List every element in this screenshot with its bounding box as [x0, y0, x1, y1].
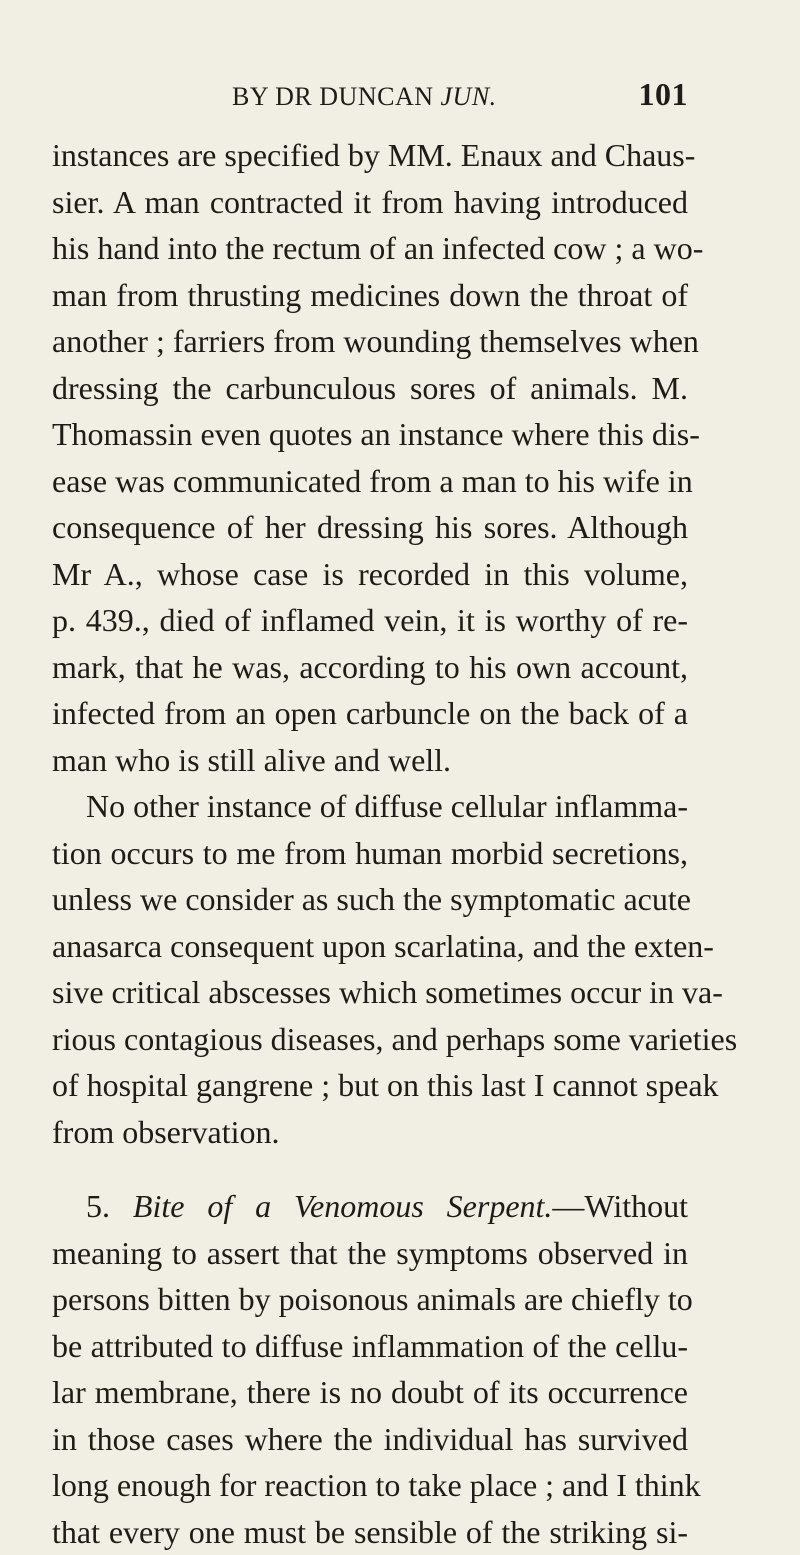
- text-line: be attributed to diffuse inflammation of the cellu-: [52, 1323, 688, 1370]
- text-line: Mr A., whose case is recorded in this volume,: [52, 551, 688, 598]
- paragraph-1: [52, 132, 688, 783]
- text-line: meaning to assert that the symptoms observed in: [52, 1230, 688, 1277]
- text-line: infected from an open carbuncle on the back of a: [52, 690, 688, 737]
- body-text: [52, 132, 688, 1555]
- text-line: long enough for reaction to take place ; and I think: [52, 1462, 688, 1509]
- running-head-title-prefix: BY DR DUNCAN: [232, 82, 441, 111]
- section-number: 5.: [86, 1188, 133, 1224]
- text-line: man from thrusting medicines down the throat of: [52, 272, 688, 319]
- text-line: of hospital gangrene ; but on this last I cannot speak: [52, 1062, 688, 1109]
- text-line: that every one must be sensible of the striking si-: [52, 1509, 688, 1555]
- text-line: his hand into the rectum of an infected cow ; a wo-: [52, 225, 688, 272]
- text-line: consequence of her dressing his sores. Although: [52, 504, 688, 551]
- text-line: dressing the carbunculous sores of animals. M.: [52, 365, 688, 412]
- text-line: lar membrane, there is no doubt of its occurrence: [52, 1369, 688, 1416]
- text-line: man who is still alive and well.: [52, 737, 688, 784]
- text-line: rious contagious diseases, and perhaps some varieties: [52, 1016, 688, 1063]
- section-heading-continuation: —Without: [552, 1188, 688, 1224]
- text-line: sive critical abscesses which sometimes occur in va-: [52, 969, 688, 1016]
- text-line: from observation.: [52, 1109, 688, 1156]
- section-heading: Bite of a Venomous Serpent.: [133, 1188, 553, 1224]
- running-head: [52, 82, 688, 122]
- text-line: in those cases where the individual has survived: [52, 1416, 688, 1463]
- text-line: ease was communicated from a man to his wife in: [52, 458, 688, 505]
- text-line: mark, that he was, according to his own account,: [52, 644, 688, 691]
- text-line: another ; farriers from wounding themselves when: [52, 318, 688, 365]
- text-line: No other instance of diffuse cellular inflamma-: [52, 783, 688, 830]
- text-line: anasarca consequent upon scarlatina, and the exten-: [52, 923, 688, 970]
- paragraph-spacer: [52, 1155, 688, 1183]
- text-line: unless we consider as such the symptomatic acute: [52, 876, 688, 923]
- running-head-title-italic: JUN.: [441, 82, 497, 111]
- paragraph-2: [52, 783, 688, 1155]
- text-line: p. 439., died of inflamed vein, it is worthy of re-: [52, 597, 688, 644]
- page-number: 101: [639, 76, 689, 113]
- text-line: persons bitten by poisonous animals are chiefly to: [52, 1276, 688, 1323]
- text-line: instances are specified by MM. Enaux and Chaus-: [52, 132, 688, 179]
- paragraph-3: [52, 1183, 688, 1555]
- running-head-title: [232, 82, 497, 112]
- text-line: tion occurs to me from human morbid secretions,: [52, 830, 688, 877]
- text-line: sier. A man contracted it from having introduced: [52, 179, 688, 226]
- section-heading-line: [52, 1183, 688, 1230]
- text-line: Thomassin even quotes an instance where this dis-: [52, 411, 688, 458]
